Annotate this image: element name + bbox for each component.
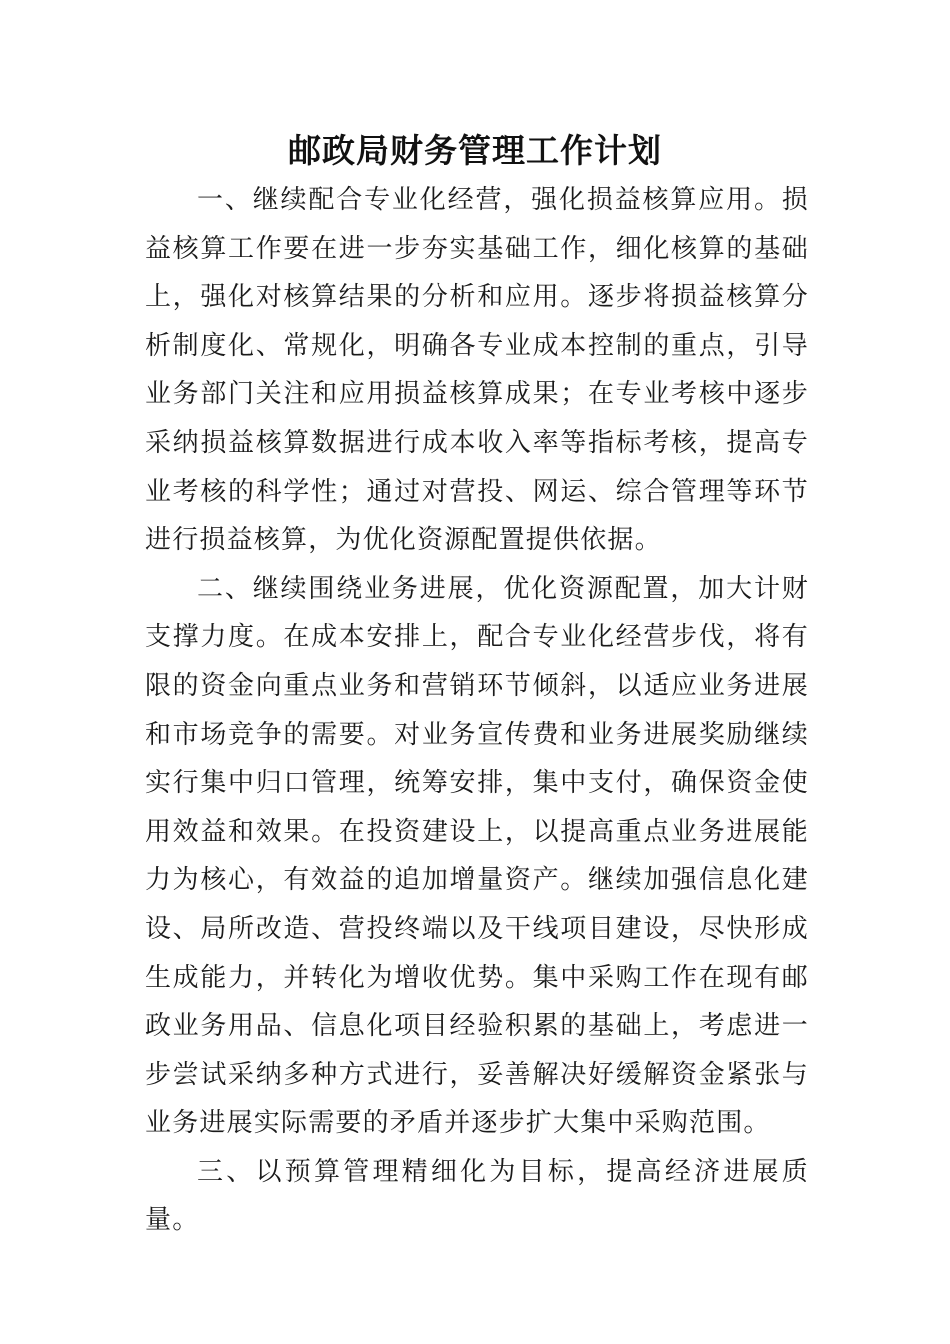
document-body	[145, 176, 809, 1245]
document-title: 邮政局财务管理工作计划	[288, 131, 662, 170]
paragraph-2: 二、继续围绕业务进展，优化资源配置，加大计财支撑力度。在成本安排上，配合专业化经营步伐，将有限的资金向重点业务和营销环节倾斜，以适应业务进展和市场竞争的需要。对业务宣传费和业务进展奖励继续实行集中归口管理，统筹安排，集中支付，确保资金使用效益和效果。在投资建设上，以提高重点业务进展能力为核心，有效益的追加增量资产。继续加强信息化建设、局所改造、营投终端以及干线项目建设，尽快形成生成能力，并转化为增收优势。集中采购工作在现有邮政业务用品、信息化项目经验积累的基础上，考虑进一步尝试采纳多种方式进行，妥善解决好缓解资金紧张与业务进展实际需要的矛盾并逐步扩大集中采购范围。	[145, 573, 809, 1139]
paragraph-1: 一、继续配合专业化经营，强化损益核算应用。损益核算工作要在进一步夯实基础工作，细化核算的基础上，强化对核算结果的分析和应用。逐步将损益核算分析制度化、常规化，明确各专业成本控制的重点，引导业务部门关注和应用损益核算成果；在专业考核中逐步采纳损益核算数据进行成本收入率等指标考核，提高专业考核的科学性；通过对营投、网运、综合管理等环节进行损益核算，为优化资源配置提供依据。	[145, 185, 809, 556]
paragraph-3: 三、以预算管理精细化为目标，提高经济进展质量。	[145, 1156, 809, 1236]
